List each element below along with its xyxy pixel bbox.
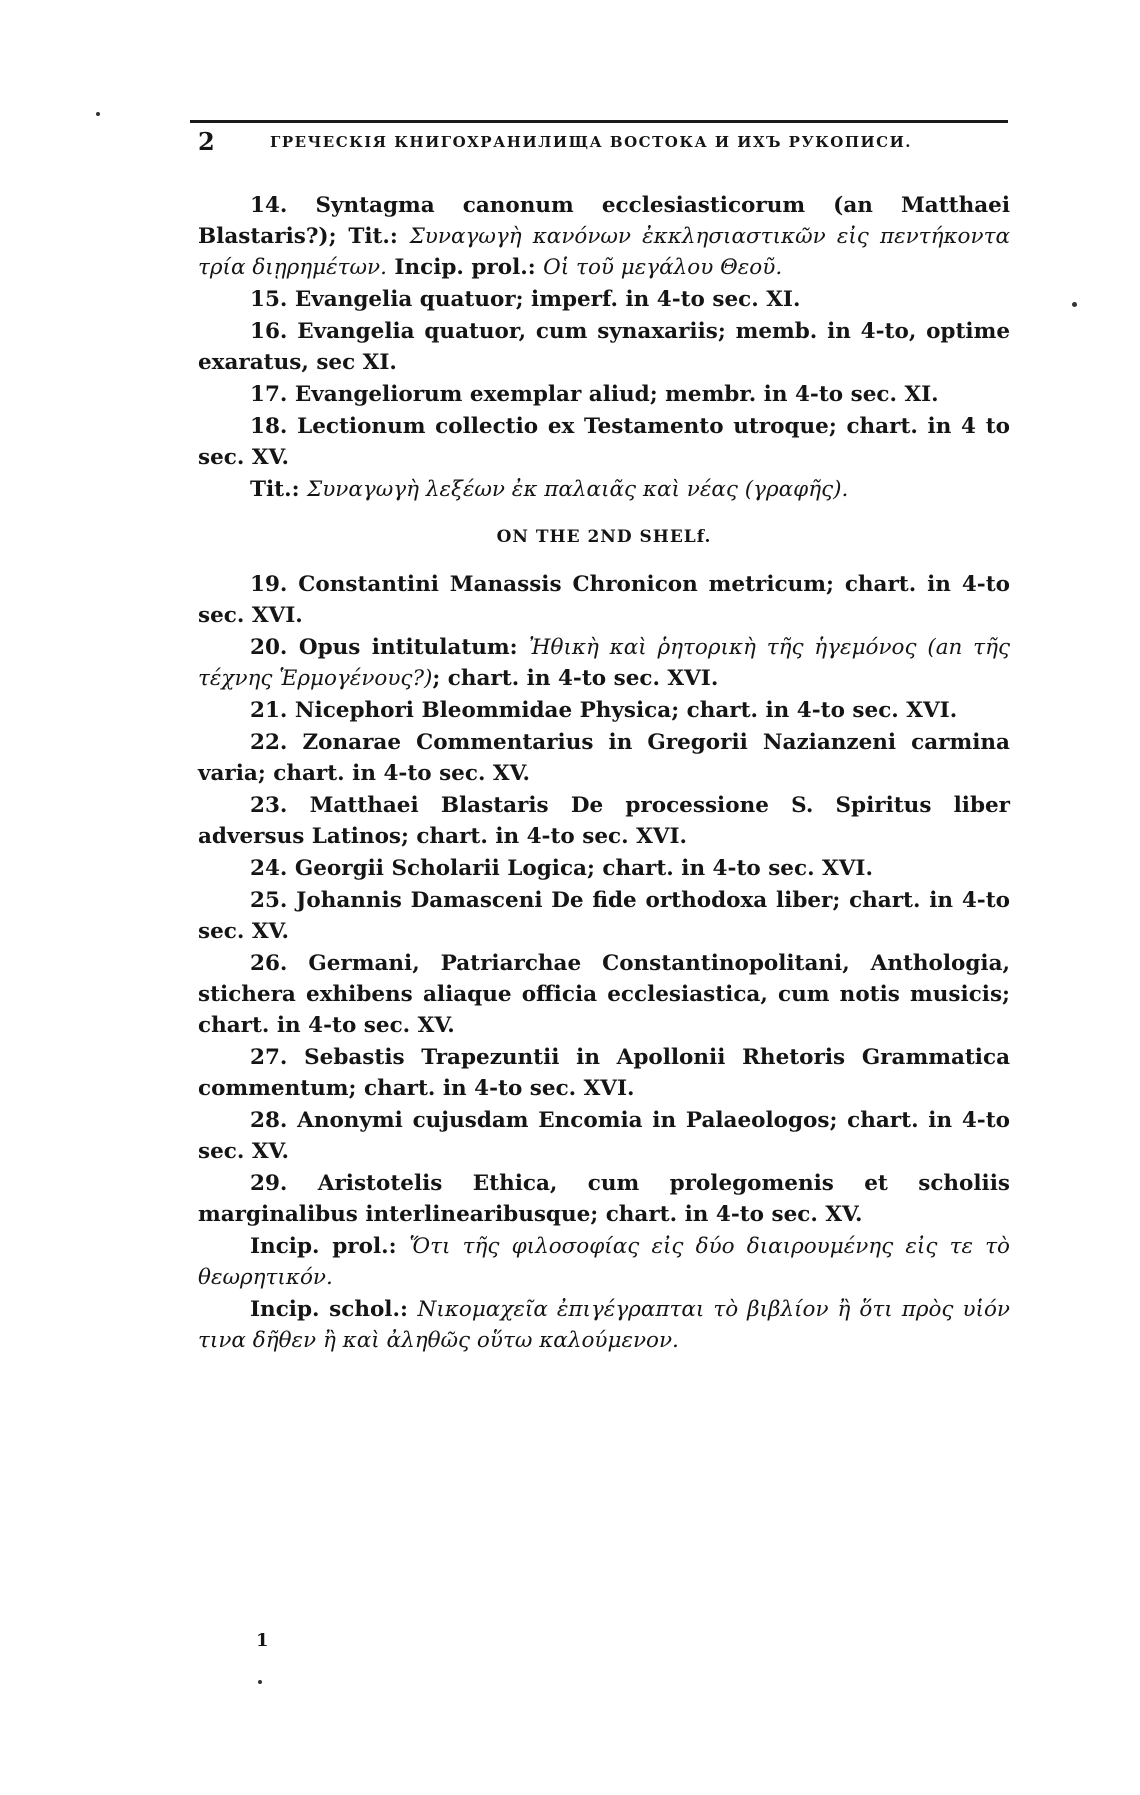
- catalogue-entries: [198, 190, 1010, 1357]
- entry-28: 28. Anonymi cujusdam Encomia in Palaeologos; chart. in 4-to sec. XV.: [198, 1108, 1010, 1164]
- entry-20: 20. Opus intitulatum: Ἠθικὴ καὶ ῥητορικὴ τῆς ἡγεμόνος (an τῆς τέχνης Ἑρμογένους?); chart. in 4-to sec. XVI.: [198, 635, 1010, 691]
- print-speck: [258, 1680, 262, 1684]
- shelf-heading: ON THE 2ND SHELf.: [496, 527, 712, 547]
- entry-18: 18. Lectionum collectio ex Testamento utroque; chart. in 4 to sec. XV.: [198, 414, 1010, 470]
- entry-22: 22. Zonarae Commentarius in Gregorii Nazianzeni carmina varia; chart. in 4-to sec. XV.: [198, 730, 1010, 786]
- entry-29: 29. Aristotelis Ethica, cum prolegomenis et scholiis marginalibus interlinearibusque; chart. in 4-to sec. XV.: [198, 1171, 1010, 1227]
- entry-14: 14. Syntagma canonum ecclesiasticorum (an Matthaei Blastaris?); Tit.: Συναγωγὴ κανόνων ἐκκλησιαστικῶν εἰς πεντήκοντα τρία διῃρημέτων. Incip. prol.: Οἱ τοῦ μεγάλου Θεοῦ.: [198, 193, 1010, 280]
- running-title: ГРЕЧЕСКІЯ КНИГОХРАНИЛИЩА ВОСТОКА И ИХЪ РУКОПИСИ.: [270, 133, 913, 151]
- entry-26: 26. Germani, Patriarchae Constantinopolitani, Anthologia, stichera exhibens aliaque officia ecclesiastica, cum notis musicis; chart. in 4-to sec. XV.: [198, 951, 1010, 1038]
- entry-17: 17. Evangeliorum exemplar aliud; membr. in 4-to sec. XI.: [250, 382, 939, 407]
- page-header: [190, 120, 1008, 163]
- entry-15: 15. Evangelia quatuor; imperf. in 4-to sec. XI.: [250, 287, 801, 312]
- entry-27: 27. Sebastis Trapezuntii in Apollonii Rhetoris Grammatica commentum; chart. in 4-to sec. XVI.: [198, 1045, 1010, 1101]
- entry-25: 25. Johannis Damasceni De fide orthodoxa liber; chart. in 4-to sec. XV.: [198, 888, 1010, 944]
- entry-24: 24. Georgii Scholarii Logica; chart. in 4-to sec. XVI.: [250, 856, 873, 881]
- print-speck: [96, 112, 100, 116]
- entry-23: 23. Matthaei Blastaris De processione S. Spiritus liber adversus Latinos; chart. in 4-to sec. XVI.: [198, 793, 1010, 849]
- entry-21: 21. Nicephori Bleommidae Physica; chart. in 4-to sec. XVI.: [250, 698, 958, 723]
- footer-mark: 1: [256, 1630, 269, 1651]
- print-speck: [1072, 302, 1077, 307]
- entry-29-incip-schol: Incip. schol.: Νικομαχεῖα ἐπιγέγραπται τὸ βιβλίον ἢ ὅτι πρὸς υἱόν τινα δῆθεν ἢ καὶ ἀληθῶς οὕτω καλούμενον.: [198, 1297, 1010, 1353]
- entry-16: 16. Evangelia quatuor, cum synaxariis; memb. in 4-to, optime exaratus, sec XI.: [198, 319, 1010, 375]
- entry-19: 19. Constantini Manassis Chronicon metricum; chart. in 4-to sec. XVI.: [198, 572, 1010, 628]
- page-number: 2: [198, 127, 215, 156]
- entry-29-incip-prol: Incip. prol.: Ὅτι τῆς φιλοσοφίας εἰς δύο διαιρουμένης εἰς τε τὸ θεωρητικόν.: [198, 1234, 1010, 1290]
- entry-18-title: Tit.: Συναγωγὴ λεξέων ἐκ παλαιᾶς καὶ νέας (γραφῆς).: [250, 477, 849, 502]
